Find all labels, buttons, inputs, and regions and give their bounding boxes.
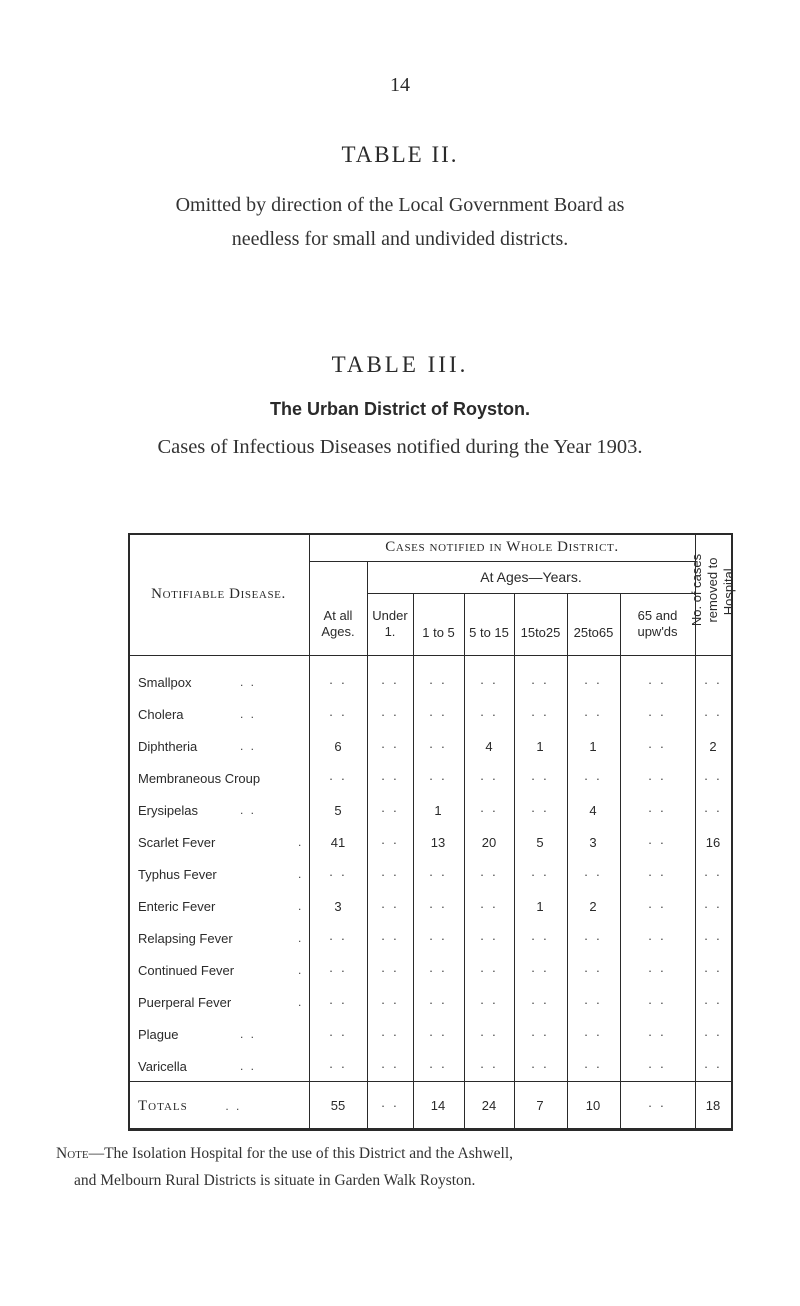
table-cell: · · — [479, 899, 499, 914]
header-5-to-15: 5 to 15 — [469, 625, 509, 640]
table-cell: · · — [380, 931, 400, 946]
table-cell: · · — [428, 771, 448, 786]
header-1-to-5: 1 to 5 — [422, 625, 455, 640]
disease-label — [138, 867, 304, 882]
totals-leader: . . — [225, 1099, 242, 1113]
table-cell: · · — [530, 707, 550, 722]
table-cell: · · — [479, 803, 499, 818]
table-cell: · · — [479, 675, 499, 690]
table-cell: 1 — [536, 899, 544, 914]
infectious-diseases-table — [128, 533, 736, 1130]
table-cell: · · — [583, 675, 603, 690]
table-cell: · · — [530, 1027, 550, 1042]
table-cell: 3 — [589, 835, 597, 850]
disease-label — [138, 1027, 257, 1042]
district-heading: The Urban District of Royston. — [269, 399, 530, 419]
table-cell: · · — [479, 771, 499, 786]
leader-dots: . — [298, 995, 304, 1009]
table-cell: · · — [647, 963, 667, 978]
table-cell: · · — [647, 995, 667, 1010]
table-2-note — [0, 188, 800, 256]
table-cell: · · — [530, 675, 550, 690]
table-cell: 20 — [481, 835, 497, 850]
disease-label — [138, 675, 257, 690]
header-15-to-25: 15to25 — [520, 625, 561, 640]
disease-name: Cholera — [138, 707, 184, 722]
table-cell: · · — [380, 739, 400, 754]
totals-cell: 14 — [430, 1098, 446, 1113]
table-cell: · · — [428, 707, 448, 722]
table-cell: · · — [647, 803, 667, 818]
table-cell: · · — [479, 867, 499, 882]
table-cell: · · — [703, 1059, 723, 1074]
table-cell: 4 — [589, 803, 597, 818]
leader-dots: . . — [240, 1059, 257, 1073]
table-cell: · · — [380, 963, 400, 978]
table-cell: · · — [647, 867, 667, 882]
table-cell: · · — [647, 835, 667, 850]
table-cell: 13 — [430, 835, 446, 850]
header-all-ages-line-2: Ages. — [321, 624, 355, 639]
totals-label — [138, 1098, 241, 1115]
disease-label — [138, 803, 257, 818]
table-cell: · · — [703, 899, 723, 914]
table-cell: · · — [647, 707, 667, 722]
table-cell: · · — [703, 963, 723, 978]
table-cell: · · — [647, 739, 667, 754]
header-all-ages — [309, 593, 367, 655]
totals-cell: 7 — [536, 1098, 544, 1113]
totals-cell: 24 — [481, 1098, 497, 1113]
disease-name: Enteric Fever — [138, 899, 216, 914]
header-65-line-2: upw'ds — [637, 624, 678, 639]
header-hospital-removals — [688, 552, 738, 628]
totals-cell: 10 — [585, 1098, 601, 1113]
header-hospital-line-3: Hospital. — [721, 564, 736, 616]
table-cell: 2 — [589, 899, 597, 914]
table-cell: · · — [428, 899, 448, 914]
table-cell: · · — [428, 1059, 448, 1074]
table-cell: · · — [328, 1059, 348, 1074]
leader-dots: . . — [240, 1027, 257, 1041]
table-cell: · · — [647, 1059, 667, 1074]
footnote — [56, 1140, 756, 1194]
table-cell: · · — [583, 867, 603, 882]
table-cell: · · — [647, 899, 667, 914]
table-cell: · · — [428, 963, 448, 978]
table-cell: · · — [328, 675, 348, 690]
table-cell: · · — [530, 995, 550, 1010]
table-cell: 16 — [705, 835, 721, 850]
table-cell: · · — [647, 675, 667, 690]
disease-name: Diphtheria — [138, 739, 198, 754]
table-cell: · · — [583, 995, 603, 1010]
table-cell: · · — [328, 1027, 348, 1042]
disease-label — [138, 931, 304, 946]
table-cell: 1 — [536, 739, 544, 754]
table-cell: · · — [703, 931, 723, 946]
header-cases-notified: Cases notified in Whole District. — [385, 538, 619, 555]
table-cell: · · — [428, 995, 448, 1010]
header-under-1-line-2: 1. — [384, 624, 396, 639]
table-cell: · · — [380, 899, 400, 914]
disease-label — [138, 835, 304, 850]
table-cell: · · — [428, 867, 448, 882]
disease-label — [138, 771, 260, 786]
totals-cell: · · — [647, 1098, 667, 1113]
disease-name: Erysipelas — [138, 803, 198, 818]
divider-under1 — [413, 593, 414, 1130]
totals-cell: 18 — [705, 1098, 721, 1113]
leader-dots: . — [298, 835, 304, 849]
table-cell: · · — [380, 995, 400, 1010]
table-cell: · · — [380, 835, 400, 850]
footnote-prefix: Note — [56, 1145, 89, 1162]
disease-name: Plague — [138, 1027, 179, 1042]
header-25-to-65: 25to65 — [573, 625, 614, 640]
footnote-line-1-text: —The Isolation Hospital for the use of this District and the Ashwell, — [88, 1145, 514, 1162]
table-cell: · · — [380, 1027, 400, 1042]
totals-cell: · · — [380, 1098, 400, 1113]
disease-name: Continued Fever — [138, 963, 235, 978]
table-cell: · · — [583, 1059, 603, 1074]
table-cell: 5 — [334, 803, 342, 818]
table-cell: 3 — [334, 899, 342, 914]
table-cell: · · — [703, 675, 723, 690]
table-bottom-border-double — [128, 1130, 733, 1131]
table-cell: · · — [479, 963, 499, 978]
leader-dots: . — [298, 963, 304, 977]
table-cell: · · — [428, 931, 448, 946]
table-cell: · · — [647, 1027, 667, 1042]
page-number: 14 — [390, 74, 410, 96]
leader-dots: . — [298, 867, 304, 881]
disease-name: Scarlet Fever — [138, 835, 216, 850]
table-cell: · · — [380, 803, 400, 818]
header-under-1-line-1: Under — [372, 608, 408, 623]
table-cell: · · — [380, 675, 400, 690]
table-cell: · · — [428, 1027, 448, 1042]
leader-dots: . . — [240, 803, 257, 817]
table-cell: 41 — [330, 835, 346, 850]
table-cell: · · — [530, 803, 550, 818]
table-cell: · · — [479, 931, 499, 946]
header-disease: Notifiable Disease. — [151, 585, 286, 602]
table-cell: · · — [328, 771, 348, 786]
table-cell: · · — [328, 867, 348, 882]
disease-name: Smallpox — [138, 675, 192, 690]
divider-15-25 — [567, 593, 568, 1130]
header-hospital-line-1: No. of cases — [689, 553, 704, 627]
disease-label — [138, 899, 304, 914]
footnote-line-2: and Melbourn Rural Districts is situate in Garden Walk Royston. — [74, 1172, 476, 1189]
disease-label — [138, 1059, 257, 1074]
table-3-title: TABLE III. — [331, 352, 469, 377]
table-cell: 6 — [334, 739, 342, 754]
table-cell: · · — [583, 931, 603, 946]
table-2-title: TABLE II. — [341, 142, 459, 167]
table-3-subtitle: Cases of Infectious Diseases notified during the Year 1903. — [157, 436, 643, 458]
disease-label — [138, 995, 304, 1010]
totals-top-rule — [128, 1081, 733, 1082]
disease-name: Typhus Fever — [138, 867, 217, 882]
header-hospital-line-2: removed to — [705, 557, 720, 623]
table-cell: · · — [428, 739, 448, 754]
table-cell: · · — [703, 1027, 723, 1042]
table-cell: · · — [530, 867, 550, 882]
leader-dots: . . — [240, 739, 257, 753]
leader-dots: . . — [240, 675, 257, 689]
table-cell: · · — [479, 1059, 499, 1074]
table-cell: · · — [647, 931, 667, 946]
table-cell: · · — [583, 707, 603, 722]
header-65-line-1: 65 and — [637, 608, 678, 623]
table-cell: · · — [703, 707, 723, 722]
disease-name: Puerperal Fever — [138, 995, 232, 1010]
disease-label — [138, 963, 304, 978]
table-cell: · · — [380, 1059, 400, 1074]
table-cell: · · — [647, 771, 667, 786]
disease-label — [138, 739, 257, 754]
header-at-ages: At Ages—Years. — [480, 569, 582, 585]
disease-name: Varicella — [138, 1059, 187, 1074]
disease-name: Relapsing Fever — [138, 931, 233, 946]
table-cell: 1 — [434, 803, 442, 818]
table-cell: · · — [703, 771, 723, 786]
table-cell: · · — [583, 1027, 603, 1042]
table-cell: · · — [380, 707, 400, 722]
table-cell: · · — [328, 931, 348, 946]
table-2-note-line-1: Omitted by direction of the Local Government Board as — [175, 194, 625, 216]
table-cell: · · — [530, 963, 550, 978]
table-cell: · · — [328, 995, 348, 1010]
table-cell: 2 — [709, 739, 717, 754]
table-cell: · · — [703, 803, 723, 818]
table-cell: · · — [428, 675, 448, 690]
table-cell: · · — [380, 867, 400, 882]
table-cell: · · — [530, 771, 550, 786]
disease-label — [138, 707, 257, 722]
table-cell: · · — [328, 963, 348, 978]
table-cell: · · — [530, 931, 550, 946]
divider-1-5 — [464, 593, 465, 1130]
table-cell: · · — [479, 995, 499, 1010]
table-cell: · · — [530, 1059, 550, 1074]
header-all-ages-line-1: At all — [323, 608, 353, 623]
divider-5-15 — [514, 593, 515, 1130]
leader-dots: . . — [240, 707, 257, 721]
totals-cell: 55 — [330, 1098, 346, 1113]
table-cell: · · — [703, 995, 723, 1010]
table-cell: · · — [583, 771, 603, 786]
table-cell: · · — [479, 1027, 499, 1042]
table-cell: · · — [479, 707, 499, 722]
header-bottom-rule — [128, 655, 733, 656]
table-cell: 5 — [536, 835, 544, 850]
totals-label-text: Totals — [138, 1098, 188, 1114]
disease-name: Membraneous Croup — [138, 771, 261, 786]
leader-dots: . — [298, 931, 304, 945]
footnote-line-1 — [56, 1140, 756, 1167]
table-cell: · · — [583, 963, 603, 978]
table-cell: 1 — [589, 739, 597, 754]
header-65-upwards — [620, 593, 695, 655]
table-cell: · · — [380, 771, 400, 786]
table-cell: 4 — [485, 739, 493, 754]
header-under-1 — [367, 593, 413, 655]
table-cell: · · — [328, 707, 348, 722]
table-2-note-line-2: needless for small and undivided districts. — [231, 228, 569, 250]
table-cell: · · — [703, 867, 723, 882]
divider-25-65 — [620, 593, 621, 1130]
leader-dots: . — [298, 899, 304, 913]
